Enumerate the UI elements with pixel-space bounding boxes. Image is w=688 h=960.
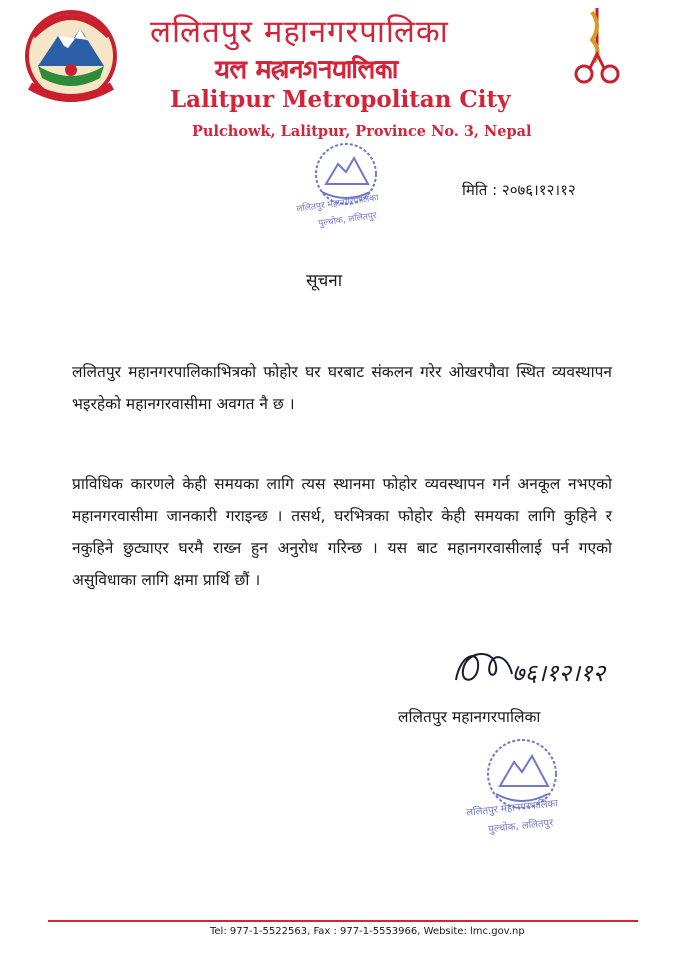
header-title-nepali: ललितपुर महानगरपालिका [150, 14, 449, 50]
lmc-emblem-logo [572, 6, 622, 86]
stamp-bottom-line2: पुल्चोक, ललितपुर [487, 817, 554, 836]
notice-paragraph-1: ललितपुर महानगरपालिकाभित्रको फोहोर घर घरबाट संकलन गरेर ओखरपौवा स्थित व्यवस्थापन भइरहेको महानगरवासीमा अवगत नै छ । [72, 363, 612, 413]
nepal-emblem-logo [18, 6, 124, 110]
header-title-newari: 𑐫𑐮 𑐩𑐴𑐵𑐣𑐐𑐬𑐥𑐵𑐮𑐶𑐎𑐵 [215, 55, 399, 85]
notice-paragraph-2: प्राविधिक कारणले केही समयका लागि त्यस स्थानमा फोहोर व्यवस्थापन गर्न अनकूल नभएको महानगरवासीमा जानकारी गराइन्छ । तसर्थ, घरभित्रका फोहोर केही समयका लागि कुहिने र नकुहिने छुट्याएर घरमै राख्न हुन अनुरोध गरिन्छ । यस बाट महानगरवासीलाई पर्न गएको असुविधाका लागि क्षमा प्रार्थि छौं । [72, 475, 612, 589]
date-label: मिति [462, 181, 488, 199]
header-address: Pulchowk, Lalitpur, Province No. 3, Nepal [192, 123, 532, 140]
date-value: २०७६।१२।१२ [501, 181, 576, 199]
date-separator: : [492, 181, 502, 199]
header-title-english: Lalitpur Metropolitan City [170, 86, 511, 113]
handwritten-signature [450, 644, 520, 690]
signature-date: ७६।१२।१२ [512, 659, 606, 687]
stamp-bottom-line1: ललितपुर महानगरपालिका [465, 798, 559, 819]
footer-divider [48, 920, 638, 922]
notice-title: सूचना [306, 271, 343, 291]
footer-contact: Tel: 977-1-5522563, Fax : 977-1-5553966, Website: lmc.gov.np [210, 926, 525, 937]
stamp-top-line2: पुल्चोक, ललितपुर [317, 210, 378, 230]
stamp-top-line1: ललितपुर महानगरपालिका [295, 193, 380, 215]
notice-signer: ललितपुर महानगरपालिका [398, 708, 541, 726]
notice-date [462, 180, 576, 200]
